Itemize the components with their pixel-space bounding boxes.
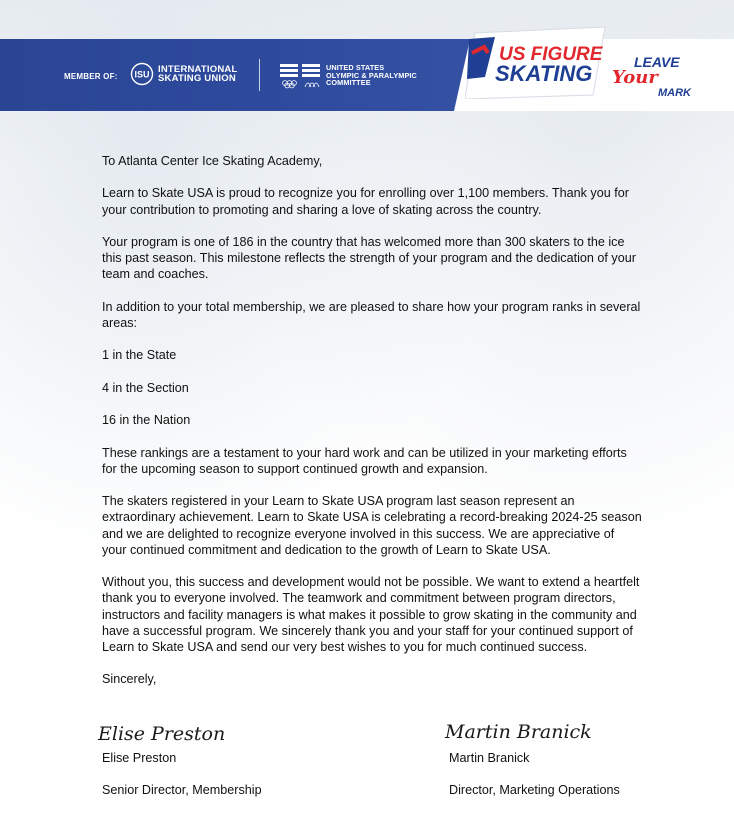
logo-divider xyxy=(259,59,260,91)
isu-logo xyxy=(130,62,237,86)
paragraph-5: The skaters registered in your Learn to Skate USA program last season represent an extraordinary achievement. Learn to Skate USA is celebrating a record-breaking 2024-25 season and we are delighted to recognize everyone involved in this success. We are appreciative of your continued commitment and dedication to the growth of Learn to Skate USA. xyxy=(102,494,642,557)
svg-text:Martin Branick: Martin Branick xyxy=(445,721,592,743)
svg-text:Your: Your xyxy=(612,67,658,88)
svg-text:LEAVE: LEAVE xyxy=(634,54,680,70)
signer-name-right: Martin Branick xyxy=(449,751,530,766)
signer-title-right: Director, Marketing Operations xyxy=(449,783,620,798)
signature-block-right xyxy=(443,720,620,799)
letter-body xyxy=(102,153,642,704)
signature-martin-branick xyxy=(443,720,603,746)
us-figure-skating-logo xyxy=(465,13,607,99)
svg-text:MARK: MARK xyxy=(658,87,691,99)
signature-block-left xyxy=(96,720,262,799)
paragraph-3: In addition to your total membership, we are pleased to share how your program ranks in several areas: xyxy=(102,299,641,330)
signature-elise-preston xyxy=(96,720,256,746)
svg-text:SKATING: SKATING xyxy=(495,61,593,86)
svg-text:Elise Preston: Elise Preston xyxy=(98,723,226,745)
member-of-label: MEMBER OF: xyxy=(64,72,118,81)
usopc-logo xyxy=(280,64,417,90)
signer-title-left: Senior Director, Membership xyxy=(102,783,262,798)
signer-name-left: Elise Preston xyxy=(102,751,177,766)
paragraph-4: These rankings are a testament to your hard work and can be utilized in your marketing efforts for the upcoming season to support continued growth and expansion. xyxy=(102,445,627,476)
svg-text:ISU: ISU xyxy=(134,69,150,80)
usopc-name: UNITED STATES OLYMPIC & PARALYMPIC COMMITTEE xyxy=(326,63,417,87)
paragraph-1: Learn to Skate USA is proud to recognize you for enrolling over 1,100 members. Thank you for your contribution to promoting and sharing a love of skating across the country. xyxy=(102,186,629,217)
svg-text:US FIGURE: US FIGURE xyxy=(499,44,603,65)
leave-your-mark-logo xyxy=(606,16,692,100)
ranking-state: 1 in the State xyxy=(102,348,177,363)
ranking-section: 4 in the Section xyxy=(102,380,189,395)
isu-emblem-icon xyxy=(130,62,154,86)
paragraph-6: Without you, this success and development would not be possible. We want to extend a heartfelt thank you to everyone involved. The teamwork and commitment between program directors, instructors and facility managers is what makes it possible to grow skating in the community and have a successful program. We sincerely thank you and your staff for your continued support of Learn to Skate USA and send our very best wishes to you for much continued success. xyxy=(102,575,640,654)
ranking-nation: 16 in the Nation xyxy=(102,413,191,428)
salutation: To Atlanta Center Ice Skating Academy, xyxy=(102,154,323,168)
paragraph-2: Your program is one of 186 in the country that has welcomed more than 300 skaters to the ice this past season. This milestone reflects the strength of your program and the dedication of your team and coaches. xyxy=(102,234,636,282)
isu-name: INTERNATIONAL SKATING UNION xyxy=(158,64,238,84)
closing: Sincerely, xyxy=(102,672,157,687)
usopc-flag-icon xyxy=(280,64,322,90)
